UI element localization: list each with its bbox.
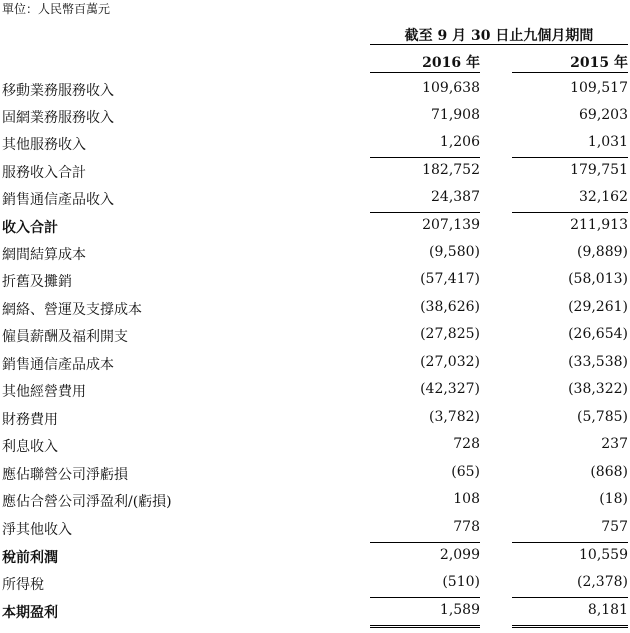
underline-2015 [512,542,628,543]
row-label: 應佔合營公司淨盈利/(虧損) [2,494,172,510]
period-divider [370,44,628,45]
table-row [0,323,630,350]
column-header-2015: 2015 年 [570,55,628,71]
value-2016: (65) [451,464,480,480]
table-row [0,433,630,460]
unit-note: 單位：人民幣百萬元 [2,2,111,16]
row-label: 銷售通信產品成本 [2,357,114,373]
table-row [0,571,630,598]
value-2015: (5,785) [576,409,628,425]
row-label: 財務費用 [2,412,58,428]
table-row [0,241,630,268]
column-header-2016: 2016 年 [422,55,480,71]
underline-2015 [512,212,628,213]
underline-2016 [370,212,480,213]
value-2015: 757 [601,519,628,535]
value-2016: 71,908 [431,107,480,123]
row-label: 服務收入合計 [2,165,86,181]
value-2015: 237 [601,436,628,452]
underline-2015 [512,157,628,158]
row-label: 僱員薪酬及福利開支 [2,329,128,345]
value-2016: 2,099 [439,547,480,563]
column-header-underline-2015 [512,72,628,73]
value-2015: 211,913 [570,217,628,233]
value-2015: 10,559 [579,547,628,563]
value-2015: (9,889) [576,244,628,260]
value-2016: 1,206 [439,134,480,150]
value-2015: (2,378) [576,574,628,590]
value-2016: 108 [453,491,480,507]
row-label: 所得稅 [2,577,44,593]
row-label: 折舊及攤銷 [2,274,72,290]
underline-2016 [370,625,480,628]
table-row [0,186,630,213]
value-2015: 8,181 [587,602,628,618]
table-row [0,488,630,515]
value-2016: (9,580) [428,244,480,260]
table-row [0,406,630,433]
row-label: 本期盈利 [2,605,58,621]
period-title: 截至 9 月 30 日止九個月期間 [404,28,594,44]
table-row [0,214,630,241]
value-2016: 1,589 [439,602,480,618]
value-2015: (38,322) [568,381,628,397]
row-label: 收入合計 [2,220,58,236]
value-2015: (868) [590,464,628,480]
underline-2015 [512,597,628,598]
row-label: 利息收入 [2,439,58,455]
value-2016: (57,417) [420,271,480,287]
value-2016: 728 [453,436,480,452]
table-row [0,599,630,626]
value-2015: 109,517 [570,80,628,96]
value-2016: (510) [442,574,480,590]
table-row [0,351,630,378]
underline-2015 [512,625,628,628]
table-row [0,544,630,571]
underline-2016 [370,597,480,598]
table-row [0,378,630,405]
row-label: 網間結算成本 [2,247,86,263]
value-2015: 32,162 [579,189,628,205]
value-2015: (29,261) [568,299,628,315]
value-2016: 182,752 [422,162,480,178]
row-label: 稅前利潤 [2,550,58,566]
table-row [0,104,630,131]
value-2016: (38,626) [420,299,480,315]
row-label: 網絡、營運及支撐成本 [2,302,142,318]
table-row [0,461,630,488]
table-row [0,516,630,543]
value-2015: (33,538) [568,354,628,370]
value-2016: 24,387 [431,189,480,205]
value-2015: (18) [599,491,628,507]
value-2015: 1,031 [587,134,628,150]
value-2015: 179,751 [570,162,628,178]
value-2015: 69,203 [579,107,628,123]
value-2016: (27,825) [420,326,480,342]
value-2016: (3,782) [428,409,480,425]
value-2016: (27,032) [420,354,480,370]
table-row [0,77,630,104]
value-2015: (26,654) [568,326,628,342]
value-2016: (42,327) [420,381,480,397]
value-2016: 207,139 [422,217,480,233]
table-row [0,131,630,158]
row-label: 其他服務收入 [2,137,86,153]
row-label: 其他經營費用 [2,384,86,400]
underline-2016 [370,542,480,543]
row-label: 固網業務服務收入 [2,110,114,126]
underline-2016 [370,157,480,158]
row-label: 移動業務服務收入 [2,83,114,99]
row-label: 銷售通信產品收入 [2,192,114,208]
column-header-underline-2016 [370,72,480,73]
row-label: 淨其他收入 [2,522,72,538]
table-row [0,296,630,323]
row-label: 應佔聯營公司淨虧損 [2,467,128,483]
table-row [0,159,630,186]
value-2015: (58,013) [568,271,628,287]
value-2016: 109,638 [422,80,480,96]
value-2016: 778 [453,519,480,535]
table-row [0,268,630,295]
